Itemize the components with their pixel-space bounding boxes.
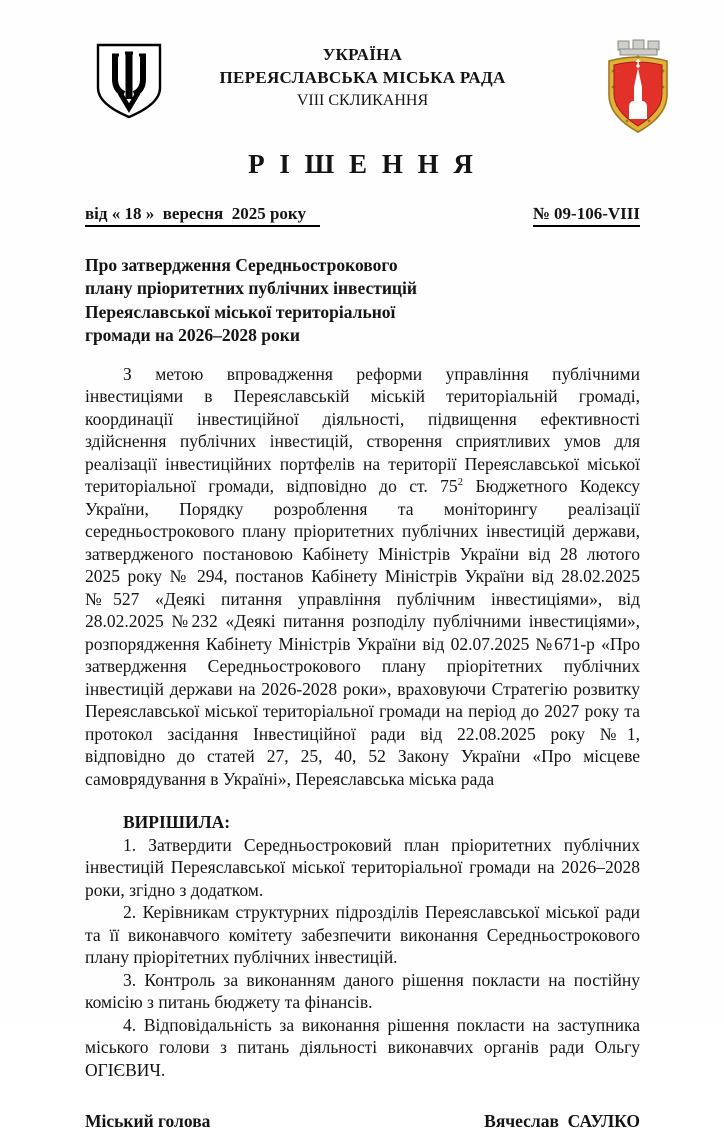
decision-number: № 09-106-VIII — [533, 204, 640, 227]
resolution-item-4: 4. Відповідальність за виконання рішення покласти на заступника міського голови з питань діяльності виконавчих органів ради Ольгу ОГІЄВИЧ. — [85, 1014, 640, 1080]
convocation: VIII СКЛИКАННЯ — [296, 91, 429, 109]
subject-line: плану пріоритетних публічних інвестицій — [85, 278, 417, 299]
decision-date: від « 18 » вересня 2025 року — [85, 204, 320, 227]
signer-name: Вячеслав САУЛКО — [484, 1111, 640, 1132]
superscript-note: 2 — [457, 476, 464, 489]
signature-row — [85, 1111, 640, 1132]
country-name: УКРАЇНА — [322, 45, 403, 64]
signer-position: Міський голова — [85, 1111, 211, 1132]
resolution-item-3: 3. Контроль за виконанням даного рішення покласти на постійну комісію з питань бюджету та фінансів. — [85, 969, 640, 1013]
resolution-item-2: 2. Керівникам структурних підрозділів Переяславської міської ради та її виконавчого комітету забезпечити виконання Середньострокового плану пріорітетних публічних інвестицій. — [85, 902, 640, 968]
meta-row — [85, 204, 640, 227]
preamble-text: З метою впровадження реформи управління публічними інвестиціями в Переяславській міській територіальній громаді, координації інвестиційної діяльності, підвищення ефективності здійснення публічних інвестицій, створення сприятливих умов для реалізації інвестиційних портфелів на території Переяславської міської територіальної громади, відповідно до ст. 75 — [85, 363, 640, 497]
city-coat-of-arms-icon — [605, 37, 671, 136]
mural-crown — [618, 40, 659, 55]
subject-heading — [85, 254, 640, 348]
council-name: ПЕРЕЯСЛАВСЬКА МІСЬКА РАДА — [219, 67, 506, 87]
preamble-paragraph — [85, 363, 640, 791]
subject-line: Переяславської міської територіальної — [85, 301, 396, 322]
ukraine-trident-icon — [94, 42, 164, 120]
resolution-item-1: 1. Затвердити Середньостроковий план пріоритетних публічних інвестицій Переяславської міської територіальної громади на 2026–2028 роки, згідно з додатком. — [85, 834, 640, 900]
document-title: Р І Ш Е Н Н Я — [248, 148, 477, 179]
resolution-heading: ВИРІШИЛА: — [123, 812, 231, 833]
subject-line: громади на 2026–2028 роки — [85, 325, 300, 346]
preamble-text-continued: Бюджетного Кодексу України, Порядку розроблення та моніторингу реалізації середньострокового плану пріоритетних публічних інвестицій держави, затвердженого постановою Кабінету Міністрів України від 28 лютого 2025 року № 294, постанов Кабінету Міністрів України від 28.02.2025 №527 «Деякі питання управління публічним інвестиціями», від 28.02.2025 №232 «Деякі питання розподілу публічними інвестиціями», розпорядження Кабінету Міністрів України від 02.07.2025 №671-р «Про затвердження Середньострокового плану пріорітетних публічних інвестицій держави на 2026-2028 роки», враховуючи Стратегію розвитку Переяславської міської територіальної громади на період до 2027 року та протокол засідання Інвестиційної ради від 22.08.2025 року №1, відповідно до статей 27, 25, 40, 52 Закону України «Про місцеве самоврядування в Україні», Переяславська міська рада — [85, 476, 640, 789]
subject-line: Про затвердження Середньострокового — [85, 254, 398, 275]
letterhead — [85, 40, 640, 111]
